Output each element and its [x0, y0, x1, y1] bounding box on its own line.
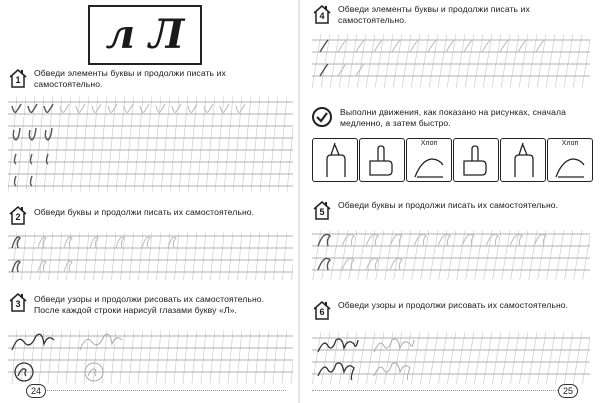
hand-picture [547, 138, 593, 182]
page-number: 25 [558, 384, 578, 398]
task-instruction: Обведи узоры и продолжи рисовать их самостоятельно. После каждой строки нарисуй глазами букву «Л». [34, 294, 265, 315]
writing-lines-2 [8, 232, 293, 280]
checkmark-icon [312, 107, 332, 127]
writing-lines-3 [8, 330, 293, 384]
hand-picture [359, 138, 405, 182]
page-footer-line [36, 390, 286, 392]
house-icon [8, 68, 28, 88]
letter-display: л Л [105, 11, 185, 58]
task-instruction: Обведи элементы буквы и продолжи писать их самостоятельно. [34, 68, 226, 89]
task-number: 4 [319, 11, 325, 21]
hand-label: Хлоп [420, 140, 438, 147]
house-icon [312, 4, 332, 24]
task-number: 1 [15, 75, 21, 85]
task-instruction: Обведи буквы и продолжи писать их самостоятельно. [338, 200, 559, 210]
crossed-fingers-icon [313, 139, 357, 181]
right-page [300, 0, 600, 403]
writing-lines-6 [312, 332, 590, 384]
house-icon [312, 300, 332, 320]
movement-pictures [312, 138, 592, 182]
task-number: 3 [15, 299, 21, 309]
hand-picture [453, 138, 499, 182]
page-footer-line [312, 390, 562, 392]
task-instruction: Обведи буквы и продолжи писать их самостоятельно. [34, 207, 255, 217]
movement-instruction: Выполни движения, как показано на рисунках, сначала медленно, а затем быстро. [340, 107, 566, 128]
hand-picture [406, 138, 452, 182]
crossed-fingers-icon [501, 139, 545, 181]
house-icon [8, 205, 28, 225]
thumbs-up-icon [360, 139, 404, 181]
page-number: 24 [26, 384, 46, 398]
writing-lines-4 [312, 34, 590, 88]
hand-picture [312, 138, 358, 182]
task-instruction: Обведи элементы буквы и продолжи писать их самостоятельно. [338, 4, 530, 25]
hand-label: Хлоп [561, 140, 579, 147]
writing-lines-5 [312, 230, 590, 280]
house-icon [8, 292, 28, 312]
letter-display-box [88, 5, 202, 65]
thumbs-up-icon [454, 139, 498, 181]
task-instruction: Обведи узоры и продолжи рисовать их самостоятельно. [338, 300, 569, 310]
task-number: 6 [319, 307, 325, 317]
task-number: 2 [15, 212, 21, 222]
hand-picture [500, 138, 546, 182]
writing-lines-1 [8, 96, 293, 192]
house-icon [312, 200, 332, 220]
task-number: 5 [319, 207, 325, 217]
